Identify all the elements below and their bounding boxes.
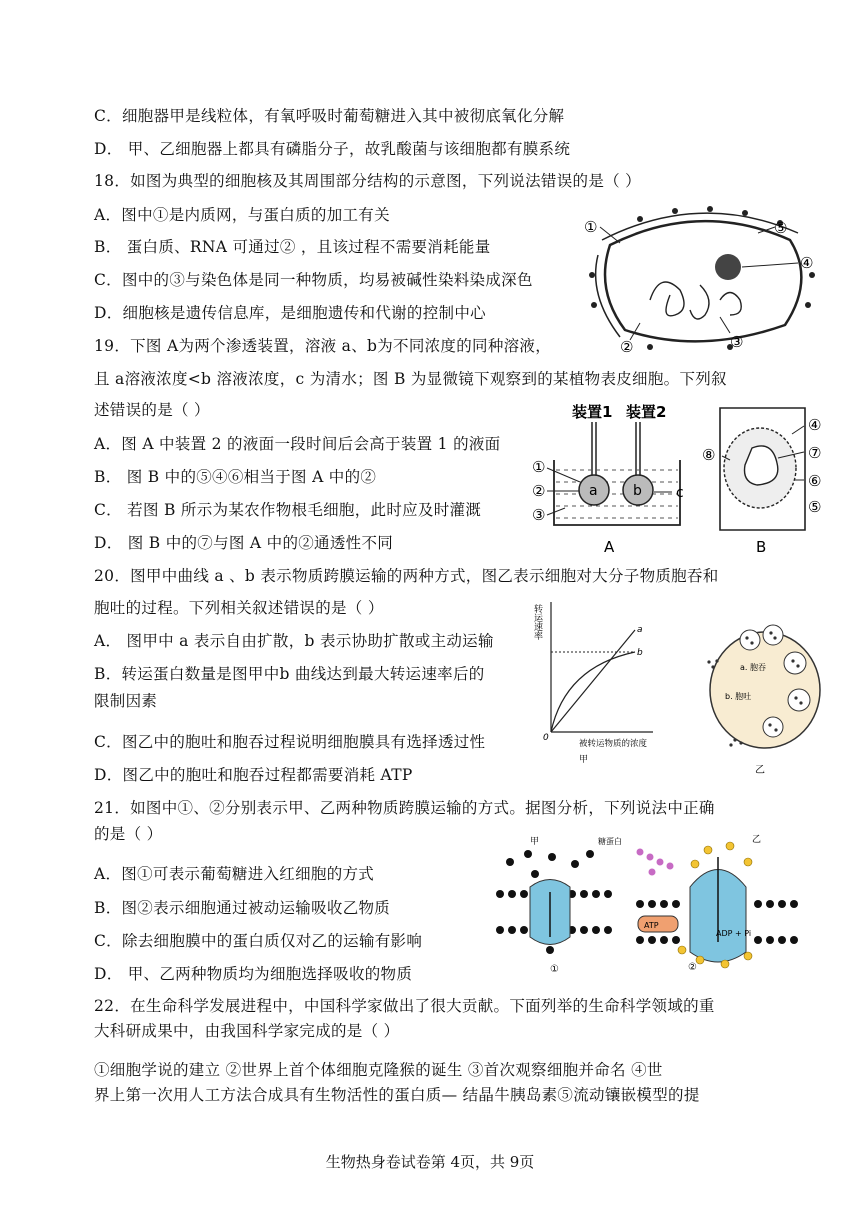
q19-stem-1: 19．下图 A为两个渗透装置，溶液 a、b为不同浓度的同种溶液， xyxy=(94,337,552,355)
graph-y-label: 转运速率 xyxy=(532,604,542,640)
figure-1-caption: ① xyxy=(550,964,559,975)
q17-option-c: C．细胞器甲是线粒体，有氧呼吸时葡萄糖进入其中被彻底氧化分解 xyxy=(94,107,565,125)
figure-yi-caption: 乙 xyxy=(755,765,765,776)
q21-option-d: D． 甲、乙两种物质均为细胞选择吸收的物质 xyxy=(94,965,413,983)
graph-caption: 甲 xyxy=(579,755,589,765)
device-label-3: ③ xyxy=(532,506,546,524)
nucleus-label-3: ③ xyxy=(730,333,744,351)
plant-cell-figure-b xyxy=(700,400,830,555)
curve-b-label: b xyxy=(637,648,643,658)
endocytosis-label: a. 胞吞 xyxy=(740,663,766,672)
q20-stem-1: 20．图甲中曲线 a 、b 表示物质跨膜运输的两种方式，图乙表示细胞对大分子物质胞吞和 xyxy=(94,567,719,585)
transport-rate-graph-jia xyxy=(532,592,660,770)
q19-stem-3: 述错误的是（ ） xyxy=(94,401,210,419)
q19-option-b: B． 图 B 中的⑤④⑥相当于图 A 中的② xyxy=(94,468,377,486)
q22-items-2: 界上第一次用人工方法合成具有生物活性的蛋白质— 结晶牛胰岛素⑤流动镶嵌模型的提 xyxy=(94,1086,700,1104)
q22-stem-2: 大科研成果中，由我国科学家完成的是（ ） xyxy=(94,1022,400,1040)
exocytosis-label: b. 胞吐 xyxy=(725,692,752,701)
substance-yi-label: 乙 xyxy=(752,835,762,845)
figure-b-caption: B xyxy=(756,538,767,556)
endocytosis-figure-yi xyxy=(695,615,830,775)
osmosis-figure-a xyxy=(530,400,710,555)
nucleus-figure xyxy=(580,205,830,355)
q17-option-d: D． 甲、乙细胞器上都具有磷脂分子，故乳酸菌与该细胞都有膜系统 xyxy=(94,140,571,158)
q21-stem-1: 21．如图中①、②分别表示甲、乙两种物质跨膜运输的方式。据图分析，下列说法中正确 xyxy=(94,799,715,817)
page-footer: 生物热身卷试卷第 4页，共 9页 xyxy=(325,1153,535,1171)
figure-2-caption: ② xyxy=(688,962,697,973)
q18-option-d: D．细胞核是遗传信息库，是细胞遗传和代谢的控制中心 xyxy=(94,304,486,322)
device-1-label: 装置1 xyxy=(572,403,613,421)
q18-option-b: B． 蛋白质、RNA 可通过② ，且该过程不需要消耗能量 xyxy=(94,238,491,256)
q20-option-a: A． 图甲中 a 表示自由扩散，b 表示协助扩散或主动运输 xyxy=(94,632,494,650)
q21-option-a: A．图①可表示葡萄糖进入红细胞的方式 xyxy=(94,865,375,883)
q20-option-b-line-2: 限制因素 xyxy=(94,692,158,710)
q19-stem-2: 且 a溶液浓度<b 溶液浓度，c 为清水；图 B 为显微镜下观察到的某植物表皮细胞。下列叙 xyxy=(94,370,727,388)
q21-option-c: C．除去细胞膜中的蛋白质仅对乙的运输有影响 xyxy=(94,932,423,950)
nucleus-label-5: ⑤ xyxy=(774,219,788,237)
atp-label: ATP xyxy=(644,921,659,930)
q19-option-a: A．图 A 中装置 2 的液面一段时间后会高于装置 1 的液面 xyxy=(94,435,501,453)
figure-a-caption: A xyxy=(604,538,615,556)
nucleus-label-4: ④ xyxy=(800,254,814,272)
q19-option-d: D． 图 B 中的⑦与图 A 中的②通透性不同 xyxy=(94,534,394,552)
graph-x-label: 被转运物质的浓度 xyxy=(579,739,648,749)
glycoprotein-label: 糖蛋白 xyxy=(598,837,622,846)
solution-c-label: c xyxy=(676,485,684,501)
device-label-1: ① xyxy=(532,458,546,476)
curve-a-label: a xyxy=(637,625,643,635)
q22-stem-1: 22．在生命科学发展进程中，中国科学家做出了很大贡献。下面列举的生命科学领域的重 xyxy=(94,997,715,1015)
q21-stem-2: 的是（ ） xyxy=(94,825,163,843)
device-label-2: ② xyxy=(532,482,546,500)
figure-b-label-7: ⑦ xyxy=(808,444,822,462)
q22-items-1: ①细胞学说的建立 ②世界上首个体细胞克隆猴的诞生 ③首次观察细胞并命名 ④世 xyxy=(94,1061,663,1079)
device-2-label: 装置2 xyxy=(626,403,667,421)
substance-jia-label: 甲 xyxy=(530,837,540,847)
nucleus-label-1: ① xyxy=(584,218,598,236)
q20-stem-2: 胞吐的过程。下列相关叙述错误的是（ ） xyxy=(94,599,384,617)
q18-option-a: A．图中①是内质网，与蛋白质的加工有关 xyxy=(94,206,390,224)
figure-b-label-8: ⑧ xyxy=(702,446,716,464)
solution-b-label: b xyxy=(633,483,642,499)
q18-option-c: C．图中的③与染色体是同一种物质，均易被碱性染料染成深色 xyxy=(94,271,533,289)
q18-stem: 18．如图为典型的细胞核及其周围部分结构的示意图，下列说法错误的是（ ） xyxy=(94,172,641,190)
q20-option-d: D．图乙中的胞吐和胞吞过程都需要消耗 ATP xyxy=(94,766,413,784)
q19-option-c: C． 若图 B 所示为某农作物根毛细胞，此时应及时灌溉 xyxy=(94,501,482,519)
solution-a-label: a xyxy=(589,483,598,499)
origin-label: 0 xyxy=(543,733,549,743)
figure-b-label-5: ⑤ xyxy=(808,498,822,516)
q20-option-b-line-1: B．转运蛋白数量是图甲中b 曲线达到最大转运速率后的 xyxy=(94,665,485,683)
figure-b-label-4: ④ xyxy=(808,416,822,434)
nucleus-label-2: ② xyxy=(620,338,634,356)
membrane-transport-figure xyxy=(490,832,820,977)
figure-b-label-6: ⑥ xyxy=(808,472,822,490)
adp-label: ADP + Pi xyxy=(716,929,752,938)
q20-option-c: C．图乙中的胞吐和胞吞过程说明细胞膜具有选择透过性 xyxy=(94,733,486,751)
q21-option-b: B．图②表示细胞通过被动运输吸收乙物质 xyxy=(94,899,391,917)
